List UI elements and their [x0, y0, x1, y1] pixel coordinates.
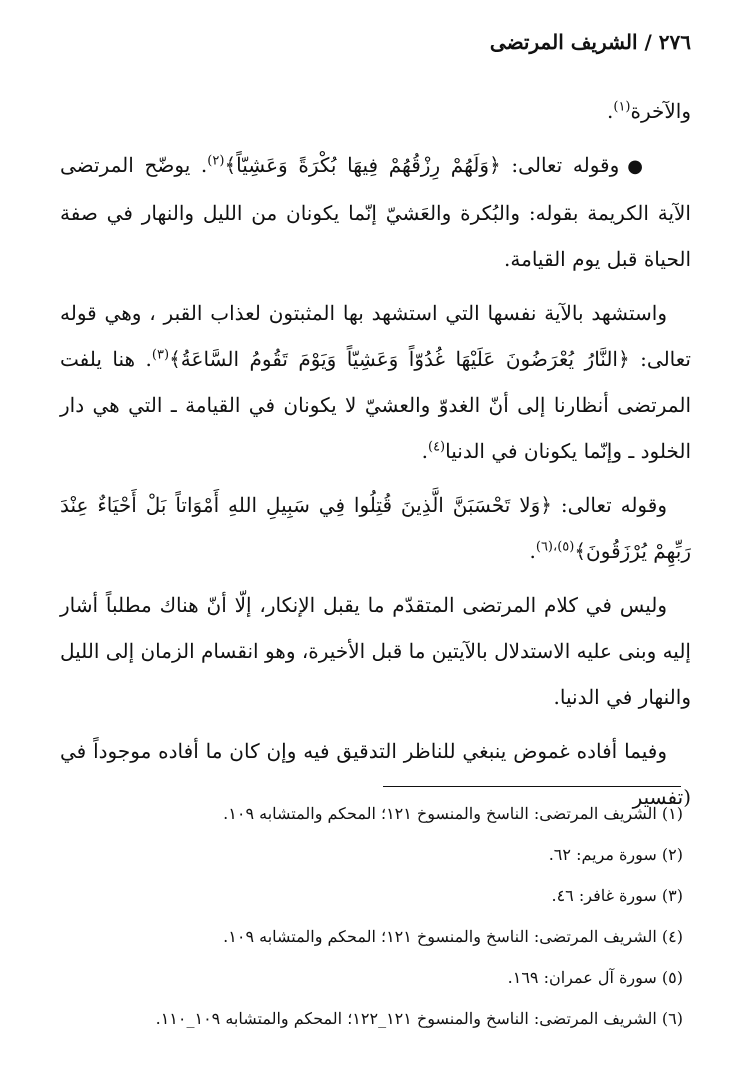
- paragraph-4: [60, 482, 691, 574]
- footnote-4: (٤) الشريف المرتضى: الناسخ والمنسوخ ١٢١؛ المحكم والمتشابه ١٠٩.: [223, 927, 683, 946]
- footnote-divider: [383, 786, 681, 787]
- quran-verse: ﴿وَلا تَحْسَبَنَّ الَّذِينَ قُتِلُوا فِي سَبِيلِ اللهِ أَمْوَاتاً بَلْ أَحْيَاءٌ عِنْدَ رَبِّهِمْ يُرْزَقُونَ﴾: [60, 493, 691, 563]
- paragraph-text: وقوله تعالى:: [500, 153, 620, 177]
- footnote-ref: (١): [613, 99, 631, 115]
- paragraph-text: . هنا يلفت المرتضى أنظارنا إلى أنّ الغدوّ والعشيّ لا يكونان في القيامة ـ التي هي دار الخلود ـ وإنّما يكونان في الدنيا: [60, 347, 691, 463]
- footnote-3: (٣) سورة غافر: ٤٦.: [551, 886, 683, 905]
- footnote-5: (٥) سورة آل عمران: ١٦٩.: [507, 968, 683, 987]
- footnote-2: (٢) سورة مريم: ٦٢.: [548, 845, 683, 864]
- paragraph-3: [60, 290, 691, 474]
- footnote-1: (١) الشريف المرتضى: الناسخ والمنسوخ ١٢١؛ المحكم والمتشابه ١٠٩.: [223, 804, 683, 823]
- header-separator: /: [644, 30, 652, 54]
- paragraph-text: وليس في كلام المرتضى المتقدّم ما يقبل الإنكار، إلّا أنّ هناك مطلباً أشار إليه وبنى عليه الاستدلال بالآيتين ما قبل الأخيرة، وهو انقسام الزمان إلى الليل والنهار في الدنيا.: [60, 593, 691, 709]
- quran-verse: ﴿النَّارُ يُعْرَضُونَ عَلَيْهَا غُدُوّاً وَعَشِيّاً وَيَوْمَ تَقُومُ السَّاعَةُ﴾: [169, 347, 630, 371]
- paragraph-text: . يوضّح المرتضى الآية الكريمة بقوله: والبُكرة والعَشيّ إنّما يكونان من الليل والنهار في صفة الحياة قبل يوم القيامة.: [60, 153, 691, 271]
- quran-verse: ﴿وَلَهُمْ رِزْقُهُمْ فِيهَا بُكْرَةً وَعَشِيّاً﴾: [224, 153, 501, 177]
- paragraph-text: وقوله تعالى:: [552, 493, 667, 517]
- main-text: [60, 88, 691, 828]
- page-number: ٢٧٦: [658, 30, 691, 54]
- running-title: الشريف المرتضى: [489, 30, 638, 54]
- running-header: [60, 30, 691, 62]
- footnote-ref: (٤): [427, 439, 446, 455]
- footnote-ref: (٢): [207, 153, 225, 169]
- footnotes: [60, 796, 683, 1042]
- bullet-icon: ●: [627, 156, 643, 177]
- paragraph-2: [60, 142, 691, 282]
- paragraph-text: والآخرة: [630, 99, 691, 123]
- paragraph-text: واستشهد بالآية نفسها التي استشهد بها المثبتون لعذاب القبر ، وهي قوله تعالى:: [60, 301, 691, 371]
- footnote-6: (٦) الشريف المرتضى: الناسخ والمنسوخ ١٢١_١٢٢؛ المحكم والمتشابه ١٠٩_١١٠.: [155, 1009, 683, 1028]
- footnote-ref: (٥)،(٦): [535, 539, 575, 555]
- paragraph-text: وفيما أفاده غموض ينبغي للناظر التدقيق فيه وإن كان ما أفاده موجوداً في (تفسير: [60, 739, 691, 809]
- paragraph-text: .: [607, 99, 614, 123]
- paragraph-1: [60, 88, 691, 134]
- paragraph-text: .: [529, 539, 536, 563]
- footnote-ref: (٣): [151, 347, 170, 363]
- paragraph-5: [60, 582, 691, 720]
- paragraph-text: .: [421, 439, 428, 463]
